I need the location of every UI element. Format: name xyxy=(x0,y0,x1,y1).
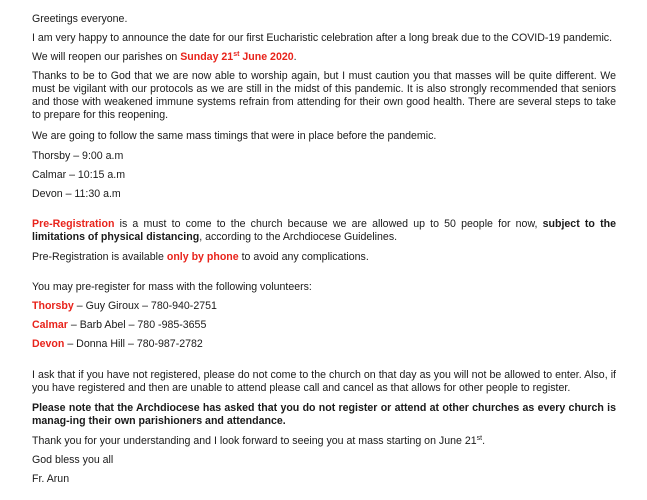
timing-thorsby: Thorsby – 9:00 a.m xyxy=(32,150,124,162)
timings-intro: We are going to follow the same mass timings that were in place before the pandemic. xyxy=(32,130,437,142)
timing-devon: Devon – 11:30 a.m xyxy=(32,188,121,200)
archdiocese-note: Please note that the Archdiocese has asked that you do not register or attend at other churches as every church is manag-ing their own parishioners and attendance. xyxy=(32,402,616,427)
caution-paragraph: Thanks to be to God that we are now able to worship again, but I must caution you that masses will be quite different. We must be vigilant with our protocols as we are still in the midst of this pandemic. It is also strongly recommended that seniors and those with weakened immune systems refrain from attending for their own good health. There are several steps to take to prepare for this reopening. xyxy=(32,70,616,121)
phone-line: Pre-Registration is available only by phone to avoid any complications. xyxy=(32,251,369,263)
reopen-after: . xyxy=(293,51,297,63)
preregistration-paragraph: Pre-Registration is a must to come to the church because we are allowed up to 50 people for now, subject to the limitations of physical distancing, according to the Archdiocese Guidelines. xyxy=(32,218,616,243)
volunteer-thorsby: Thorsby – Guy Giroux – 780-940-2751 xyxy=(32,300,217,312)
volunteer-calmar: Calmar – Barb Abel – 780 -985-3655 xyxy=(32,319,207,331)
reopen-date: Sunday 21st June 2020 xyxy=(180,51,294,63)
reopen-before: We will reopen our parishes on xyxy=(32,51,181,63)
thank-you-line: Thank you for your understanding and I look forward to seeing you at mass starting on June 21st. xyxy=(32,435,486,447)
volunteers-intro: You may pre-register for mass with the following volunteers: xyxy=(32,281,312,293)
preregistration-label: Pre-Registration xyxy=(32,218,115,230)
reopen-line xyxy=(32,51,616,64)
blessing: God bless you all xyxy=(32,454,114,466)
greeting: Greetings everyone. xyxy=(32,13,128,25)
signature: Fr. Arun xyxy=(32,473,70,485)
announcement: I am very happy to announce the date for our first Eucharistic celebration after a long break due to the COVID-19 pandemic. xyxy=(32,32,613,44)
not-registered-paragraph: I ask that if you have not registered, please do not come to the church on that day as you will not be allowed to enter. Also, if you have registered and then are unable to attend please call and cancel as that allows for other people to register. xyxy=(32,369,616,394)
distancing-note: subject to the limitations of physical distancing xyxy=(32,218,616,243)
volunteer-devon: Devon – Donna Hill – 780-987-2782 xyxy=(32,338,203,350)
phone-only: only by phone xyxy=(166,251,239,263)
timing-calmar: Calmar – 10:15 a.m xyxy=(32,169,126,181)
